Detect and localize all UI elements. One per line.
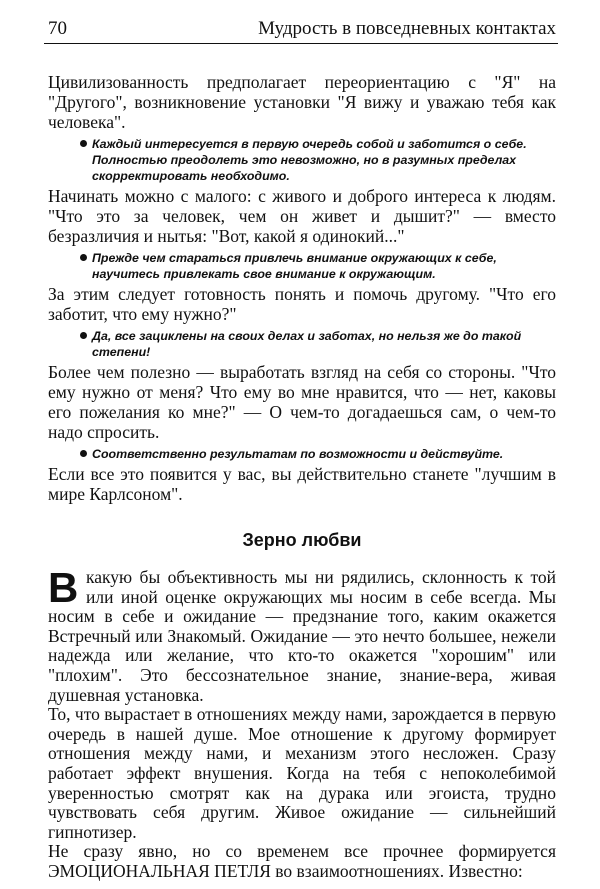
- section-heading: Зерно любви: [242, 530, 362, 550]
- paragraph-civilization: Цивилизованность предполагает переориентацию с "Я" на "Другого", возникновение установки "Я вижу и уважаю тебя как человека".: [48, 72, 556, 132]
- paragraph-karlson: Если все это появится у вас, вы действительно станете "лучшим в мире Карлсоном".: [48, 464, 556, 504]
- paragraph-relations: То, что вырастает в отношениях между нами, зарождается в первую очередь в нашей душе. Мое отношение к другому формирует отношения между нами, и механизм этого несложен. Сразу работает эффект внушения. Когда на тебя с непоколебимой уверенностью смотрят как на дурака или эгоиста, трудно чувствовать себя другим. Живое ожидание — сильнейший гипнотизер.: [48, 704, 556, 842]
- tip-own-affairs: [48, 328, 556, 360]
- page-number: 70: [48, 18, 67, 39]
- bullet-dot-icon: [80, 254, 87, 261]
- tip-text: Каждый интересуется в первую очередь собой и заботится о себе. Полностью преодолеть это невозможно, но в разумных пределах скорректировать необходимо.: [92, 137, 527, 183]
- paragraph-objectivity-text: какую бы объективность мы ни рядились, склонность к той или иной оценке окружающих мы носим в себе всегда. Мы носим в себе и ожидание — предзнание того, каким окажется Встречный или Знакомый. Ожидание — это нечто большее, нежели надежда или желание, что кто-то окажется "хорошим" или "плохим". Это бессознательное знание, знание-вера, живая душевная установка.: [48, 567, 556, 705]
- bullet-dot-icon: [80, 332, 87, 339]
- paragraph-objectivity: [48, 564, 556, 705]
- header-rule: [44, 43, 558, 44]
- paragraph-start-small: Начинать можно с малого: с живого и доброго интереса к людям. "Что это за человек, чем он живет и дышит?" — вместо безразличия и нытья: "Вот, какой я одинокий...": [48, 186, 556, 246]
- tip-text: Прежде чем стараться привлечь внимание окружающих к себе, научитесь привлекать свое внимание к окружающим.: [92, 251, 497, 281]
- tip-act-accordingly: [48, 446, 556, 462]
- paragraph-emotional-loop: Не сразу явно, но со временем все прочнее формируется ЭМОЦИОНАЛЬНАЯ ПЕТЛЯ во взаимоотношениях. Известно:: [48, 841, 556, 881]
- tip-self-interest: [48, 136, 556, 184]
- tip-text: Соответственно результатам по возможности и действуйте.: [92, 447, 504, 461]
- paragraph-outside-view: Более чем полезно — выработать взгляд на себя со стороны. "Что ему нужно от меня? Что ему во мне нравится, что — нет, каковы его пожелания ко мне?" — О чем-то догадаешься сам, о чем-то надо спросить.: [48, 362, 556, 442]
- page-body: [48, 72, 556, 882]
- bullet-dot-icon: [80, 450, 87, 457]
- tip-text: Да, все зациклены на своих делах и заботах, но нельзя же до такой степени!: [92, 329, 522, 359]
- drop-cap: В: [48, 564, 79, 611]
- running-title: Мудрость в повседневных контактах: [258, 18, 556, 39]
- tip-attract-attention: [48, 250, 556, 282]
- running-header: [48, 18, 556, 42]
- paragraph-readiness: За этим следует готовность понять и помочь другому. "Что его заботит, что ему нужно?": [48, 284, 556, 324]
- bullet-dot-icon: [80, 140, 87, 147]
